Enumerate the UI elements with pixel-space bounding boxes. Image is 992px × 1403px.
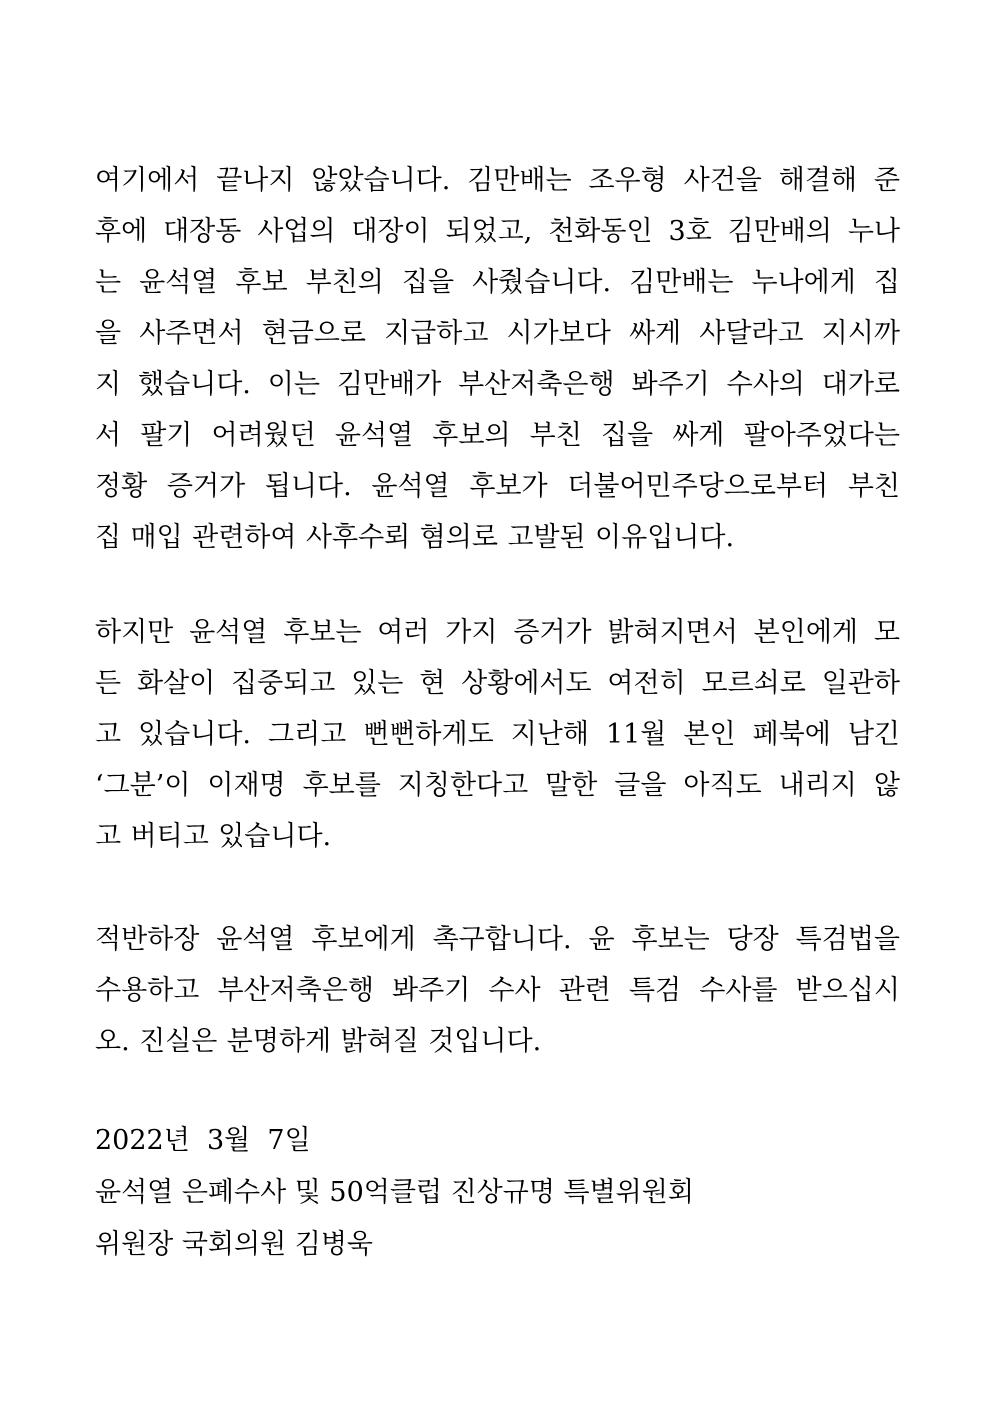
word: 이는 bbox=[267, 369, 320, 400]
paragraph-line bbox=[95, 914, 900, 965]
word: 증거가 bbox=[513, 617, 592, 648]
paragraph-line bbox=[95, 257, 900, 308]
word: 했습니다. bbox=[137, 369, 251, 400]
word: 고 bbox=[95, 719, 122, 750]
word: 특검법을 bbox=[795, 924, 900, 955]
word: 천화동인 bbox=[548, 216, 653, 247]
word: 뻔뻔하게도 bbox=[363, 719, 494, 750]
word: 집을 bbox=[401, 267, 455, 298]
word: 을 bbox=[95, 318, 122, 349]
paragraph-line bbox=[95, 607, 900, 658]
word: 내리지 bbox=[778, 770, 857, 801]
word: 여러 bbox=[377, 617, 430, 648]
word: 적반하장 bbox=[95, 924, 200, 955]
word: 진실은 bbox=[139, 1026, 218, 1057]
word: 수사의 bbox=[726, 369, 805, 400]
word: 후보 bbox=[235, 267, 288, 298]
word: 윤석열 bbox=[189, 617, 268, 648]
word: 가지 bbox=[445, 617, 498, 648]
body-paragraph-2 bbox=[95, 607, 900, 862]
word: 대가로 bbox=[821, 369, 900, 400]
word: 화살이 bbox=[136, 668, 216, 699]
word: ‘그분’이 bbox=[95, 770, 191, 801]
word: 남긴 bbox=[847, 719, 900, 750]
paragraph-line bbox=[95, 359, 900, 410]
word: 시가보다 bbox=[506, 318, 611, 349]
word: 본인에게 bbox=[753, 617, 858, 648]
body-paragraph-3 bbox=[95, 914, 900, 1067]
paragraph-line bbox=[95, 206, 900, 257]
paragraph-line bbox=[95, 410, 900, 461]
word: 정황 bbox=[95, 471, 148, 502]
word: 밝혀질 bbox=[340, 1026, 419, 1057]
word: 누나 bbox=[847, 216, 900, 247]
word: 아직도 bbox=[683, 770, 762, 801]
word: 고 bbox=[95, 821, 122, 852]
word: 서 bbox=[95, 420, 122, 451]
word: 하지만 bbox=[95, 617, 174, 648]
word: 여기에서 bbox=[95, 165, 200, 196]
word: 집 bbox=[95, 522, 122, 553]
word: 후에 bbox=[95, 216, 148, 247]
word: 팔기 bbox=[140, 420, 193, 451]
paragraph-line bbox=[95, 760, 900, 811]
word: 부산저축은행 bbox=[217, 975, 374, 1006]
word: 김만배의 bbox=[727, 216, 832, 247]
word: 부산저축은행 bbox=[458, 369, 615, 400]
word: 대장동 bbox=[163, 216, 242, 247]
word: 부친 bbox=[529, 420, 582, 451]
word: 말한 bbox=[545, 770, 598, 801]
word: 더불어민주당으로부터 bbox=[567, 471, 829, 502]
word: 김만배가 bbox=[336, 369, 442, 400]
word: 고발된 bbox=[507, 522, 586, 553]
word: 밝혀지면서 bbox=[607, 617, 738, 648]
word: 모르쇠로 bbox=[701, 668, 806, 699]
word: 해결해 bbox=[778, 165, 857, 196]
word: 윤석열 bbox=[334, 420, 414, 451]
word: 집중되고 bbox=[231, 668, 336, 699]
paragraph-line bbox=[95, 461, 900, 512]
paragraph-line bbox=[95, 658, 900, 709]
word: 현금으로 bbox=[261, 318, 366, 349]
word: 사건을 bbox=[683, 165, 762, 196]
word: 본인 bbox=[683, 719, 736, 750]
word: 윤석열 bbox=[216, 924, 295, 955]
paragraph-line bbox=[95, 308, 900, 359]
word: 집 bbox=[873, 267, 900, 298]
word: 수용하고 bbox=[95, 975, 200, 1006]
word: 여전히 bbox=[607, 668, 686, 699]
word: 끝나지 bbox=[216, 165, 295, 196]
word: 관련하여 bbox=[192, 522, 297, 553]
word: 사업의 bbox=[257, 216, 336, 247]
word: 대장이 bbox=[351, 216, 430, 247]
word: 그리고 bbox=[268, 719, 347, 750]
word: 오. bbox=[95, 1026, 130, 1057]
word: 사주면서 bbox=[139, 318, 244, 349]
word: 지시까 bbox=[821, 318, 900, 349]
word: 든 bbox=[95, 668, 122, 699]
paragraph-line bbox=[95, 155, 900, 206]
word: 수사 bbox=[488, 975, 541, 1006]
word: 당장 bbox=[726, 924, 779, 955]
word: 집을 bbox=[600, 420, 654, 451]
word: 11월 bbox=[605, 719, 667, 750]
word: 사달라고 bbox=[699, 318, 804, 349]
word: 지칭한다고 bbox=[397, 770, 529, 801]
signature-block bbox=[95, 1115, 900, 1271]
word: 팔아주었다는 bbox=[743, 420, 900, 451]
word: 촉구합니다. bbox=[432, 924, 572, 955]
word: 봐주기 bbox=[392, 975, 471, 1006]
word: 사후수뢰 bbox=[305, 522, 411, 553]
paragraph-line bbox=[95, 1016, 900, 1067]
word: 누나에게 bbox=[751, 267, 856, 298]
word: 것입니다. bbox=[428, 1026, 542, 1057]
word: 봐주기 bbox=[631, 369, 710, 400]
word: 특검 bbox=[628, 975, 682, 1006]
word: 되었고, bbox=[445, 216, 533, 247]
word: 지난해 bbox=[510, 719, 589, 750]
word: 있는 bbox=[351, 668, 404, 699]
word: 3호 bbox=[668, 216, 712, 247]
signature-committee: 윤석열 은폐수사 및 50억클럽 진상규명 특별위원회 bbox=[95, 1177, 694, 1208]
word: 부친의 bbox=[305, 267, 384, 298]
word: 후보를 bbox=[302, 770, 381, 801]
word: 모 bbox=[873, 617, 900, 648]
word: 상황에서도 bbox=[461, 668, 592, 699]
signature-date: 2022년 3월 7일 bbox=[95, 1125, 311, 1156]
body-paragraph-1 bbox=[95, 155, 900, 563]
word: 수사를 bbox=[699, 975, 778, 1006]
signature-author: 위원장 국회의원 김병욱 bbox=[95, 1229, 373, 1260]
word: 지 bbox=[95, 369, 122, 400]
paragraph-line bbox=[95, 709, 900, 760]
word: 후보가 bbox=[469, 471, 548, 502]
word: 이유입니다. bbox=[595, 522, 735, 553]
word: 이재명 bbox=[207, 770, 286, 801]
word: 있습니다. bbox=[218, 821, 332, 852]
word: 후보의 bbox=[432, 420, 511, 451]
word: 조우형 bbox=[588, 165, 667, 196]
word: 윤 bbox=[588, 924, 615, 955]
word: 후보에게 bbox=[311, 924, 416, 955]
word: 지급하고 bbox=[384, 318, 489, 349]
word: 페북에 bbox=[752, 719, 831, 750]
word: 않았습니다. bbox=[311, 165, 451, 196]
word: 싸게 bbox=[628, 318, 682, 349]
word: 않 bbox=[873, 770, 900, 801]
paragraph-line bbox=[95, 965, 900, 1016]
word: 후보는 bbox=[631, 924, 710, 955]
word: 윤석열 bbox=[139, 267, 218, 298]
word: 김만배는 bbox=[467, 165, 572, 196]
word: 관련 bbox=[558, 975, 611, 1006]
word: 김만배는 bbox=[629, 267, 734, 298]
word: 어려웠던 bbox=[211, 420, 316, 451]
paragraph-line bbox=[95, 811, 900, 862]
word: 후보는 bbox=[283, 617, 362, 648]
word: 현 bbox=[419, 668, 446, 699]
word: 일관하 bbox=[821, 668, 900, 699]
word: 글을 bbox=[614, 770, 667, 801]
word: 부친 bbox=[847, 471, 900, 502]
word: 분명하게 bbox=[226, 1026, 332, 1057]
word: 윤석열 bbox=[371, 471, 450, 502]
word: 있습니다. bbox=[138, 719, 252, 750]
word: 받으십시 bbox=[795, 975, 900, 1006]
word: 싸게 bbox=[672, 420, 725, 451]
word: 사줬습니다. bbox=[472, 267, 612, 298]
word: 준 bbox=[873, 165, 900, 196]
word: 혐의로 bbox=[419, 522, 498, 553]
word: 됩니다. bbox=[264, 471, 352, 502]
word: 버티고 bbox=[130, 821, 209, 852]
paragraph-line bbox=[95, 512, 900, 563]
word: 는 bbox=[95, 267, 122, 298]
word: 증거가 bbox=[166, 471, 246, 502]
word: 매입 bbox=[130, 522, 183, 553]
